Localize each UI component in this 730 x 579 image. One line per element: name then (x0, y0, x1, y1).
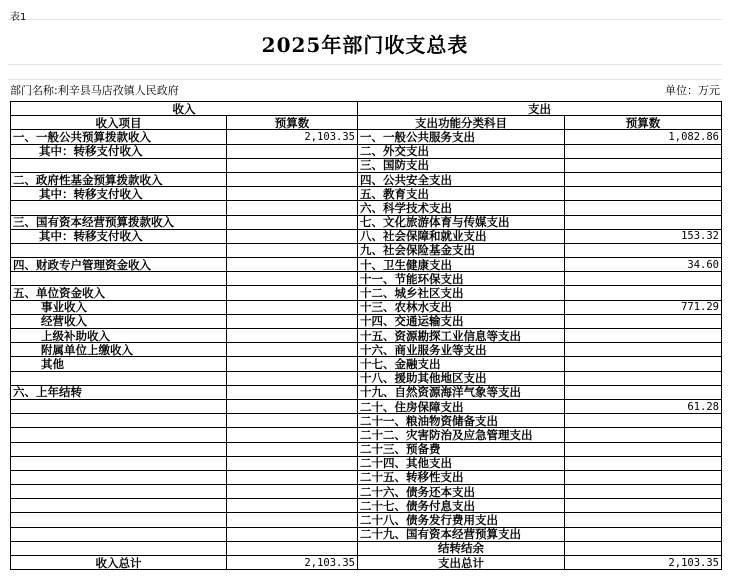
expense-value-cell (565, 385, 722, 399)
expense-value-cell: 61.28 (565, 399, 722, 413)
gridline (8, 19, 722, 20)
table-row (11, 201, 722, 215)
table-row (11, 258, 722, 272)
table-row (11, 300, 722, 314)
expense-item-cell: 十九、自然资源海洋气象等支出 (358, 385, 565, 399)
expense-header: 支出 (358, 102, 722, 116)
expense-value-cell (565, 456, 722, 470)
expense-item-header: 支出功能分类科目 (358, 116, 565, 130)
income-item-cell (11, 442, 227, 456)
expense-value-cell (565, 371, 722, 385)
income-value-cell (227, 158, 358, 172)
expense-value-cell: 34.60 (565, 258, 722, 272)
income-item-cell (11, 272, 227, 286)
table-row (11, 215, 722, 229)
expense-item-cell: 八、社会保障和就业支出 (358, 229, 565, 243)
income-item-cell: 其中：转移支付收入 (11, 187, 227, 201)
income-value-cell (227, 513, 358, 527)
income-item-cell: 其中：转移支付收入 (11, 144, 227, 158)
table-row (11, 513, 722, 527)
income-item-cell (11, 414, 227, 428)
unit-label: 单位：万元 (665, 84, 720, 97)
income-item-cell (11, 527, 227, 541)
expense-item-cell: 九、社会保险基金支出 (358, 243, 565, 257)
expense-total-label: 支出总计 (358, 556, 565, 570)
income-item-cell: 三、国有资本经营预算拨款收入 (11, 215, 227, 229)
income-value-cell (227, 286, 358, 300)
totals-row (11, 556, 722, 570)
income-value-cell (227, 215, 358, 229)
expense-budget-header: 预算数 (565, 116, 722, 130)
income-item-cell: 四、财政专户管理资金收入 (11, 258, 227, 272)
table-row (11, 187, 722, 201)
income-value-cell (227, 329, 358, 343)
expense-item-cell: 十三、农林水支出 (358, 300, 565, 314)
expense-value-cell (565, 187, 722, 201)
table-row (11, 343, 722, 357)
expense-item-cell: 二十一、粮油物资储备支出 (358, 414, 565, 428)
table-row (11, 130, 722, 144)
expense-value-cell (565, 172, 722, 186)
income-item-cell (11, 243, 227, 257)
table-row (11, 243, 722, 257)
expense-item-cell: 十二、城乡社区支出 (358, 286, 565, 300)
table-row (11, 158, 722, 172)
expense-item-cell: 十五、资源勘探工业信息等支出 (358, 329, 565, 343)
table-row (11, 541, 722, 555)
income-item-cell (11, 456, 227, 470)
income-value-cell (227, 144, 358, 158)
expense-item-cell: 七、文化旅游体育与传媒支出 (358, 215, 565, 229)
expense-value-cell (565, 357, 722, 371)
expense-item-cell: 十七、金融支出 (358, 357, 565, 371)
expense-value-cell (565, 513, 722, 527)
table-row (11, 527, 722, 541)
expense-value-cell (565, 243, 722, 257)
expense-value-cell (565, 215, 722, 229)
income-item-cell: 附属单位上缴收入 (11, 343, 227, 357)
table-row (11, 314, 722, 328)
income-value-cell (227, 442, 358, 456)
department-name: 部门名称:利辛县马店孜镇人民政府 (10, 84, 179, 97)
expense-item-cell: 二十、住房保障支出 (358, 399, 565, 413)
income-item-cell (11, 541, 227, 555)
income-value-cell (227, 357, 358, 371)
expense-item-cell: 十四、交通运输支出 (358, 314, 565, 328)
income-item-cell (11, 158, 227, 172)
table-row (11, 286, 722, 300)
expense-value-cell (565, 272, 722, 286)
income-item-cell (11, 513, 227, 527)
expense-item-cell: 三、国防支出 (358, 158, 565, 172)
expense-item-cell: 四、公共安全支出 (358, 172, 565, 186)
table-row (11, 414, 722, 428)
expense-value-cell: 153.32 (565, 229, 722, 243)
income-value-cell (227, 172, 358, 186)
income-value-cell (227, 201, 358, 215)
expense-value-cell (565, 470, 722, 484)
expense-value-cell: 1,082.86 (565, 130, 722, 144)
income-value-cell (227, 371, 358, 385)
income-item-cell: 经营收入 (11, 314, 227, 328)
gridline (8, 79, 722, 80)
expense-value-cell (565, 343, 722, 357)
income-total-label: 收入总计 (11, 556, 227, 570)
table-row (11, 470, 722, 484)
income-value-cell (227, 456, 358, 470)
income-value-cell (227, 258, 358, 272)
section-header-row (11, 102, 722, 116)
expense-item-cell: 五、教育支出 (358, 187, 565, 201)
income-value-cell (227, 414, 358, 428)
expense-value-cell (565, 314, 722, 328)
expense-item-cell: 六、科学技术支出 (358, 201, 565, 215)
income-item-cell: 六、上年结转 (11, 385, 227, 399)
table-row (11, 499, 722, 513)
expense-value-cell (565, 527, 722, 541)
expense-value-cell (565, 144, 722, 158)
table-row (11, 229, 722, 243)
income-budget-header: 预算数 (227, 116, 358, 130)
income-value-cell (227, 428, 358, 442)
expense-item-cell: 二十九、国有资本经营预算支出 (358, 527, 565, 541)
gridline (8, 64, 722, 65)
income-value-cell (227, 385, 358, 399)
table-row (11, 485, 722, 499)
income-value-cell (227, 272, 358, 286)
expense-item-cell: 二十四、其他支出 (358, 456, 565, 470)
income-item-cell: 五、单位资金收入 (11, 286, 227, 300)
page-title: 2025年部门收支总表 (261, 33, 469, 57)
income-item-cell (11, 399, 227, 413)
income-value-cell (227, 300, 358, 314)
expense-value-cell (565, 201, 722, 215)
column-header-row (11, 116, 722, 130)
table-row (11, 172, 722, 186)
income-item-cell: 其他 (11, 357, 227, 371)
expense-value-cell (565, 541, 722, 555)
income-item-cell: 一、一般公共预算拨款收入 (11, 130, 227, 144)
expense-item-cell: 二十五、转移性支出 (358, 470, 565, 484)
table-row (11, 357, 722, 371)
income-item-cell: 其中：转移支付收入 (11, 229, 227, 243)
expense-value-cell (565, 158, 722, 172)
income-value-cell (227, 399, 358, 413)
expense-item-cell: 二十七、债务付息支出 (358, 499, 565, 513)
income-value-cell (227, 229, 358, 243)
expense-item-cell: 十六、商业服务业等支出 (358, 343, 565, 357)
income-item-header: 收入项目 (11, 116, 227, 130)
income-value-cell (227, 541, 358, 555)
income-value-cell (227, 499, 358, 513)
table-row (11, 442, 722, 456)
expense-value-cell (565, 442, 722, 456)
income-item-cell (11, 371, 227, 385)
sheet-label: 表1 (10, 12, 27, 23)
expense-item-cell: 十八、援助其他地区支出 (358, 371, 565, 385)
income-header: 收入 (11, 102, 358, 116)
expense-value-cell (565, 499, 722, 513)
table-row (11, 144, 722, 158)
expense-value-cell (565, 286, 722, 300)
income-total-value: 2,103.35 (227, 556, 358, 570)
income-value-cell: 2,103.35 (227, 130, 358, 144)
income-item-cell: 上级补助收入 (11, 329, 227, 343)
expense-item-cell: 二、外交支出 (358, 144, 565, 158)
expense-value-cell (565, 414, 722, 428)
income-value-cell (227, 527, 358, 541)
expense-item-cell: 结转结余 (358, 541, 565, 555)
expense-item-cell: 十一、节能环保支出 (358, 272, 565, 286)
income-value-cell (227, 343, 358, 357)
expense-value-cell (565, 428, 722, 442)
table-row (11, 329, 722, 343)
income-value-cell (227, 485, 358, 499)
income-item-cell (11, 485, 227, 499)
income-item-cell (11, 428, 227, 442)
table-row (11, 428, 722, 442)
expense-value-cell: 771.29 (565, 300, 722, 314)
income-item-cell (11, 470, 227, 484)
expense-item-cell: 二十六、债务还本支出 (358, 485, 565, 499)
expense-item-cell: 二十八、债务发行费用支出 (358, 513, 565, 527)
spreadsheet-sheet (8, 8, 722, 574)
table-row (11, 385, 722, 399)
expense-item-cell: 一、一般公共服务支出 (358, 130, 565, 144)
income-item-cell (11, 499, 227, 513)
expense-value-cell (565, 329, 722, 343)
table-row (11, 272, 722, 286)
expense-item-cell: 十、卫生健康支出 (358, 258, 565, 272)
table-row (11, 399, 722, 413)
income-value-cell (227, 187, 358, 201)
budget-table (10, 101, 722, 570)
expense-total-value: 2,103.35 (565, 556, 722, 570)
income-value-cell (227, 243, 358, 257)
income-item-cell: 事业收入 (11, 300, 227, 314)
expense-item-cell: 二十二、灾害防治及应急管理支出 (358, 428, 565, 442)
expense-value-cell (565, 485, 722, 499)
income-item-cell (11, 201, 227, 215)
income-item-cell: 二、政府性基金预算拨款收入 (11, 172, 227, 186)
table-row (11, 456, 722, 470)
expense-item-cell: 二十三、预备费 (358, 442, 565, 456)
table-row (11, 371, 722, 385)
income-value-cell (227, 314, 358, 328)
income-value-cell (227, 470, 358, 484)
